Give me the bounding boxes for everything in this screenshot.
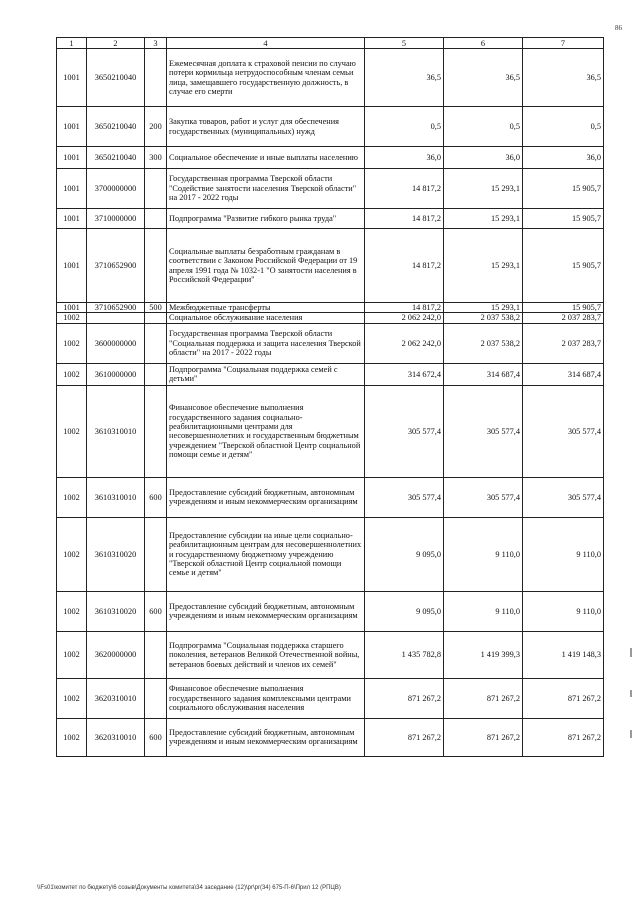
section-code-cell: 1002	[57, 385, 87, 477]
budget-table	[56, 37, 604, 757]
amount-year3-cell: 305 577,4	[523, 477, 604, 517]
amount-year3-cell: 9 110,0	[523, 591, 604, 631]
expense-type-cell	[145, 313, 167, 323]
header-cell: 6	[444, 38, 523, 49]
description-cell: Предоставление субсидий бюджетным, автономным учреждениям и иным некоммерческим организациям	[167, 718, 365, 756]
table-row	[57, 169, 604, 209]
table-row	[57, 147, 604, 169]
table-row	[57, 363, 604, 385]
section-code-cell: 1002	[57, 517, 87, 591]
target-article-cell: 3700000000	[87, 169, 145, 209]
expense-type-cell: 300	[145, 147, 167, 169]
section-code-cell: 1002	[57, 313, 87, 323]
amount-year2-cell: 305 577,4	[444, 385, 523, 477]
description-cell: Ежемесячная доплата к страховой пенсии по случаю потери кормильца нетрудоспособным членам семьи лица, замещавшего государственную должность, в случае его смерти	[167, 49, 365, 107]
amount-year3-cell: 15 905,7	[523, 209, 604, 229]
amount-year1-cell: 871 267,2	[365, 678, 444, 718]
table-row	[57, 313, 604, 323]
section-code-cell: 1001	[57, 169, 87, 209]
amount-year3-cell: 2 037 283,7	[523, 323, 604, 363]
section-code-cell: 1001	[57, 303, 87, 313]
target-article-cell: 3610310020	[87, 517, 145, 591]
section-code-cell: 1002	[57, 631, 87, 678]
expense-type-cell	[145, 363, 167, 385]
amount-year3-cell: 314 687,4	[523, 363, 604, 385]
amount-year2-cell: 15 293,1	[444, 229, 523, 303]
amount-year3-cell: 2 037 283,7	[523, 313, 604, 323]
amount-year2-cell: 36,5	[444, 49, 523, 107]
expense-type-cell	[145, 631, 167, 678]
header-cell: 5	[365, 38, 444, 49]
amount-year1-cell: 9 095,0	[365, 591, 444, 631]
target-article-cell: 3610310010	[87, 477, 145, 517]
table-row	[57, 303, 604, 313]
description-cell: Финансовое обеспечение выполнения государственного задания комплексными центрами социального обслуживания населения	[167, 678, 365, 718]
section-code-cell: 1002	[57, 678, 87, 718]
expense-type-cell	[145, 229, 167, 303]
description-cell: Социальные выплаты безработным гражданам в соответствии с Законом Российской Федерации от 19 апреля 1991 года № 1032-1 "О занятости населения в Российской Федерации"	[167, 229, 365, 303]
table-row	[57, 477, 604, 517]
expense-type-cell	[145, 323, 167, 363]
scan-edge-mark	[630, 690, 632, 697]
target-article-cell: 3710652900	[87, 303, 145, 313]
table-row	[57, 49, 604, 107]
amount-year2-cell: 2 037 538,2	[444, 313, 523, 323]
amount-year2-cell: 15 293,1	[444, 169, 523, 209]
amount-year2-cell: 15 293,1	[444, 209, 523, 229]
section-code-cell: 1001	[57, 107, 87, 147]
target-article-cell: 3650210040	[87, 147, 145, 169]
amount-year1-cell: 0,5	[365, 107, 444, 147]
amount-year1-cell: 305 577,4	[365, 385, 444, 477]
expense-type-cell	[145, 385, 167, 477]
expense-type-cell	[145, 169, 167, 209]
section-code-cell: 1001	[57, 229, 87, 303]
amount-year1-cell: 871 267,2	[365, 718, 444, 756]
amount-year1-cell: 14 817,2	[365, 303, 444, 313]
amount-year2-cell: 9 110,0	[444, 591, 523, 631]
target-article-cell: 3610310010	[87, 385, 145, 477]
description-cell: Подпрограмма "Социальная поддержка семей с детьми"	[167, 363, 365, 385]
header-row	[57, 38, 604, 49]
amount-year1-cell: 305 577,4	[365, 477, 444, 517]
amount-year2-cell: 9 110,0	[444, 517, 523, 591]
amount-year1-cell: 14 817,2	[365, 229, 444, 303]
table-row	[57, 323, 604, 363]
target-article-cell: 3610000000	[87, 363, 145, 385]
amount-year3-cell: 305 577,4	[523, 385, 604, 477]
amount-year2-cell: 0,5	[444, 107, 523, 147]
scan-edge-mark	[630, 648, 632, 657]
amount-year3-cell: 871 267,2	[523, 678, 604, 718]
target-article-cell: 3620310010	[87, 678, 145, 718]
amount-year2-cell: 871 267,2	[444, 678, 523, 718]
section-code-cell: 1002	[57, 363, 87, 385]
section-code-cell: 1002	[57, 591, 87, 631]
amount-year1-cell: 2 062 242,0	[365, 323, 444, 363]
amount-year2-cell: 36,0	[444, 147, 523, 169]
amount-year1-cell: 36,5	[365, 49, 444, 107]
table-row	[57, 385, 604, 477]
expense-type-cell	[145, 517, 167, 591]
amount-year1-cell: 1 435 782,8	[365, 631, 444, 678]
footer-file-path: \\Fs01\комитет по бюджету\6 созыв\Документы комитета\34 заседание (12)\pr\pr(34) 675-П-6\Прил 12 (РПЦВ)	[37, 885, 341, 891]
target-article-cell: 3600000000	[87, 323, 145, 363]
description-cell: Финансовое обеспечение выполнения государственного задания социально-реабилитационными центрами для несовершеннолетних и государственным бюджетным учреждением "Тверской областной Центр социальной помощи семье и детям"	[167, 385, 365, 477]
amount-year3-cell: 15 905,7	[523, 169, 604, 209]
target-article-cell: 3620310010	[87, 718, 145, 756]
table-row	[57, 229, 604, 303]
section-code-cell: 1001	[57, 49, 87, 107]
expense-type-cell: 600	[145, 718, 167, 756]
amount-year3-cell: 15 905,7	[523, 303, 604, 313]
amount-year3-cell: 9 110,0	[523, 517, 604, 591]
amount-year1-cell: 36,0	[365, 147, 444, 169]
amount-year3-cell: 871 267,2	[523, 718, 604, 756]
header-cell: 4	[167, 38, 365, 49]
section-code-cell: 1002	[57, 477, 87, 517]
description-cell: Подпрограмма "Социальная поддержка старшего поколения, ветеранов Великой Отечественной войны, ветеранов боевых действий и членов их семей"	[167, 631, 365, 678]
section-code-cell: 1001	[57, 147, 87, 169]
amount-year1-cell: 2 062 242,0	[365, 313, 444, 323]
table-row	[57, 209, 604, 229]
target-article-cell: 3610310020	[87, 591, 145, 631]
target-article-cell: 3620000000	[87, 631, 145, 678]
amount-year2-cell: 305 577,4	[444, 477, 523, 517]
page-number: 86	[615, 24, 622, 32]
section-code-cell: 1002	[57, 323, 87, 363]
amount-year2-cell: 15 293,1	[444, 303, 523, 313]
expense-type-cell	[145, 49, 167, 107]
amount-year3-cell: 1 419 148,3	[523, 631, 604, 678]
description-cell: Предоставление субсидии на иные цели социально-реабилитационным центрам для несовершеннолетних и государственному бюджетному учреждению "Тверской областной Центр социальной помощи семье и детям"	[167, 517, 365, 591]
table-row	[57, 718, 604, 756]
amount-year1-cell: 314 672,4	[365, 363, 444, 385]
table-row	[57, 631, 604, 678]
description-cell: Межбюджетные трансферты	[167, 303, 365, 313]
table-row	[57, 678, 604, 718]
amount-year2-cell: 871 267,2	[444, 718, 523, 756]
expense-type-cell: 200	[145, 107, 167, 147]
scan-edge-mark	[630, 730, 632, 738]
header-cell: 2	[87, 38, 145, 49]
expense-type-cell	[145, 678, 167, 718]
amount-year2-cell: 314 687,4	[444, 363, 523, 385]
amount-year3-cell: 0,5	[523, 107, 604, 147]
amount-year3-cell: 15 905,7	[523, 229, 604, 303]
table-row	[57, 107, 604, 147]
target-article-cell: 3710000000	[87, 209, 145, 229]
amount-year2-cell: 2 037 538,2	[444, 323, 523, 363]
target-article-cell: 3650210040	[87, 49, 145, 107]
table-row	[57, 517, 604, 591]
header-cell: 1	[57, 38, 87, 49]
amount-year1-cell: 14 817,2	[365, 209, 444, 229]
target-article-cell: 3650210040	[87, 107, 145, 147]
description-cell: Социальное обслуживание населения	[167, 313, 365, 323]
expense-type-cell: 500	[145, 303, 167, 313]
amount-year3-cell: 36,5	[523, 49, 604, 107]
target-article-cell	[87, 313, 145, 323]
description-cell: Закупка товаров, работ и услуг для обеспечения государственных (муниципальных) нужд	[167, 107, 365, 147]
section-code-cell: 1001	[57, 209, 87, 229]
header-cell: 7	[523, 38, 604, 49]
description-cell: Подпрограмма "Развитие гибкого рынка труда"	[167, 209, 365, 229]
amount-year3-cell: 36,0	[523, 147, 604, 169]
header-cell: 3	[145, 38, 167, 49]
expense-type-cell: 600	[145, 477, 167, 517]
amount-year1-cell: 9 095,0	[365, 517, 444, 591]
description-cell: Государственная программа Тверской области "Содействие занятости населения Тверской области" на 2017 - 2022 годы	[167, 169, 365, 209]
table-row	[57, 591, 604, 631]
description-cell: Государственная программа Тверской области "Социальная поддержка и защита населения Тверской области" на 2017 - 2022 годы	[167, 323, 365, 363]
expense-type-cell	[145, 209, 167, 229]
section-code-cell: 1002	[57, 718, 87, 756]
amount-year2-cell: 1 419 399,3	[444, 631, 523, 678]
amount-year1-cell: 14 817,2	[365, 169, 444, 209]
expense-type-cell: 600	[145, 591, 167, 631]
description-cell: Предоставление субсидий бюджетным, автономным учреждениям и иным некоммерческим организациям	[167, 477, 365, 517]
description-cell: Предоставление субсидий бюджетным, автономным учреждениям и иным некоммерческим организациям	[167, 591, 365, 631]
target-article-cell: 3710652900	[87, 229, 145, 303]
description-cell: Социальное обеспечение и иные выплаты населению	[167, 147, 365, 169]
